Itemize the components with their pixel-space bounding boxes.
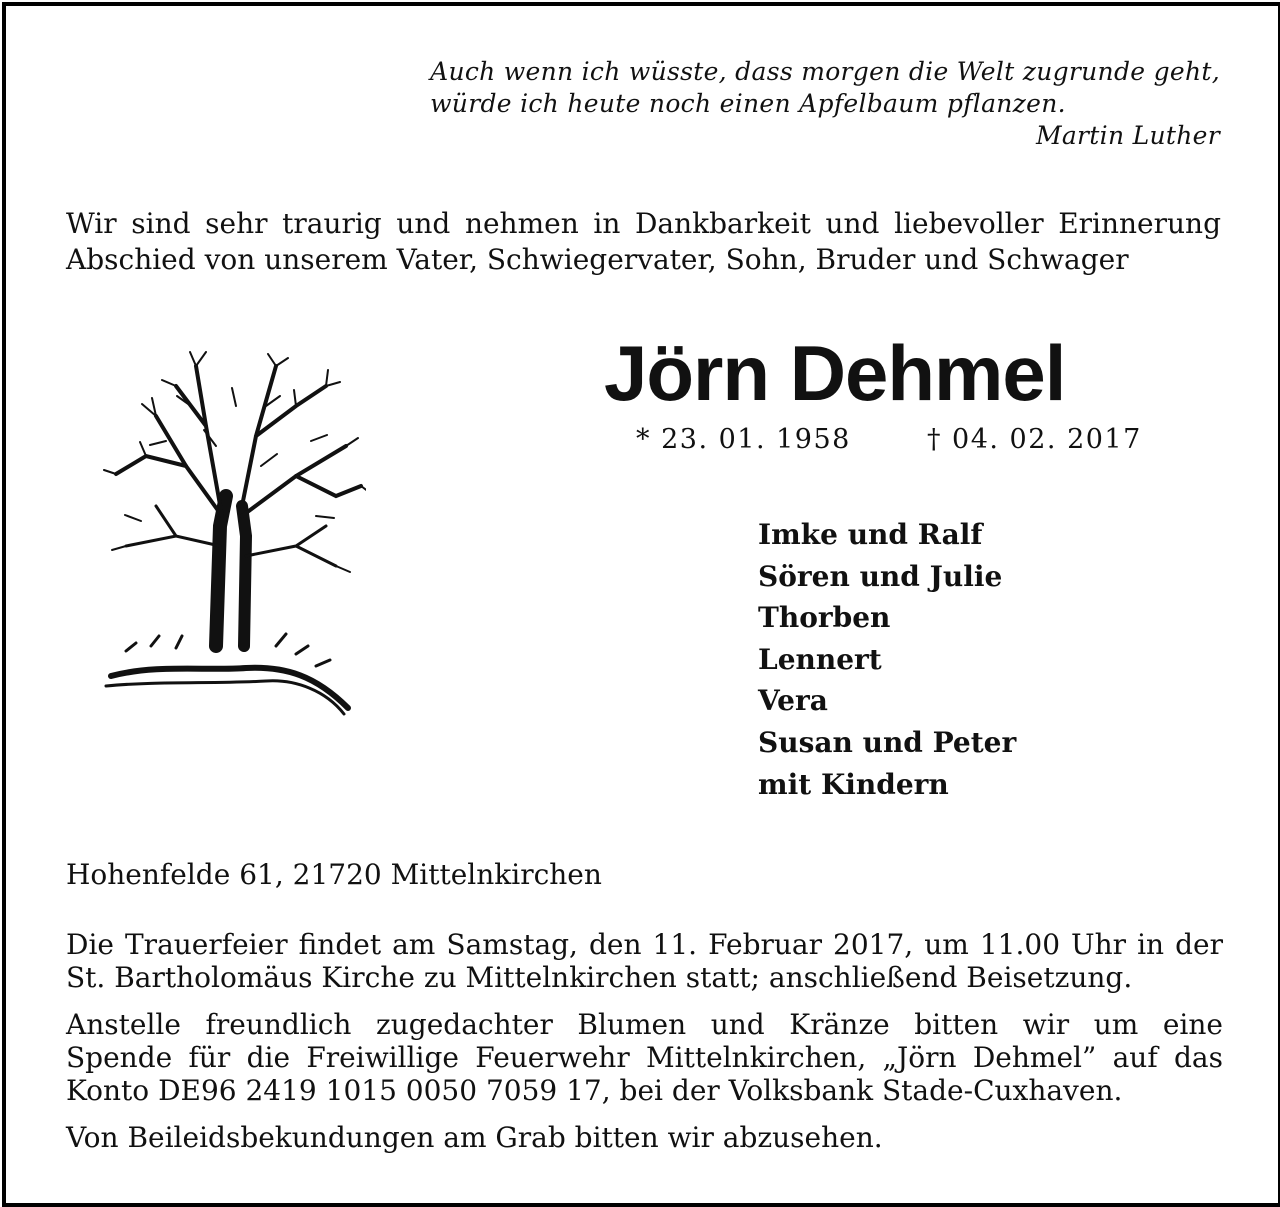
notice-body xyxy=(66,928,1223,1168)
list-item: Sören und Julie xyxy=(758,559,1003,593)
paragraph-line: St. Bartholomäus Kirche zu Mittelnkirchen statt; anschließend Beisetzung. xyxy=(66,961,1133,994)
paragraph-line: Anstelle freundlich zugedachter Blumen und Kränze bitten wir um eine xyxy=(66,1008,1223,1041)
life-dates xyxy=(636,424,1142,455)
list-item: Lennert xyxy=(758,642,882,676)
list-item: Vera xyxy=(758,684,828,718)
funeral-service-paragraph xyxy=(66,928,1223,994)
epigraph-quote xyxy=(430,56,1220,152)
mourners-address: Hohenfelde 61, 21720 Mittelnkirchen xyxy=(66,858,602,891)
birth-date: * 23. 01. 1958 xyxy=(636,424,851,455)
list-item: Thorben xyxy=(758,601,891,635)
intro-line: Abschied von unserem Vater, Schwiegervater, Sohn, Bruder und Schwager xyxy=(66,243,1129,276)
condolence-paragraph xyxy=(66,1121,1223,1154)
tree-icon xyxy=(96,346,366,726)
paragraph-line: Konto DE96 2419 1015 0050 7059 17, bei der Volksbank Stade-Cuxhaven. xyxy=(66,1074,1123,1107)
paragraph-line: Die Trauerfeier findet am Samstag, den 11. Februar 2017, um 11.00 Uhr in der xyxy=(66,928,1223,961)
quote-line: Auch wenn ich wüsste, dass morgen die Welt zugrunde geht, xyxy=(430,57,1220,86)
deceased-name: Jörn Dehmel xyxy=(604,329,1066,417)
donation-paragraph xyxy=(66,1008,1223,1107)
paragraph-line: Spende für die Freiwillige Feuerwehr Mittelnkirchen, „Jörn Dehmel” auf das xyxy=(66,1041,1223,1074)
list-item: Susan und Peter xyxy=(758,725,1017,759)
quote-author: Martin Luther xyxy=(1035,121,1220,150)
paragraph-line: Von Beileidsbekundungen am Grab bitten wir abzusehen. xyxy=(66,1121,883,1154)
list-item: Imke und Ralf xyxy=(758,518,983,551)
list-item: mit Kindern xyxy=(758,767,949,801)
intro-text xyxy=(66,206,1221,278)
quote-line: würde ich heute noch einen Apfelbaum pflanzen. xyxy=(430,89,1066,118)
mourners-list xyxy=(758,514,1016,805)
intro-line: Wir sind sehr traurig und nehmen in Dankbarkeit und liebevoller Erinnerung xyxy=(66,207,1221,240)
death-date: † 04. 02. 2017 xyxy=(926,424,1142,455)
obituary-notice xyxy=(2,2,1280,1207)
